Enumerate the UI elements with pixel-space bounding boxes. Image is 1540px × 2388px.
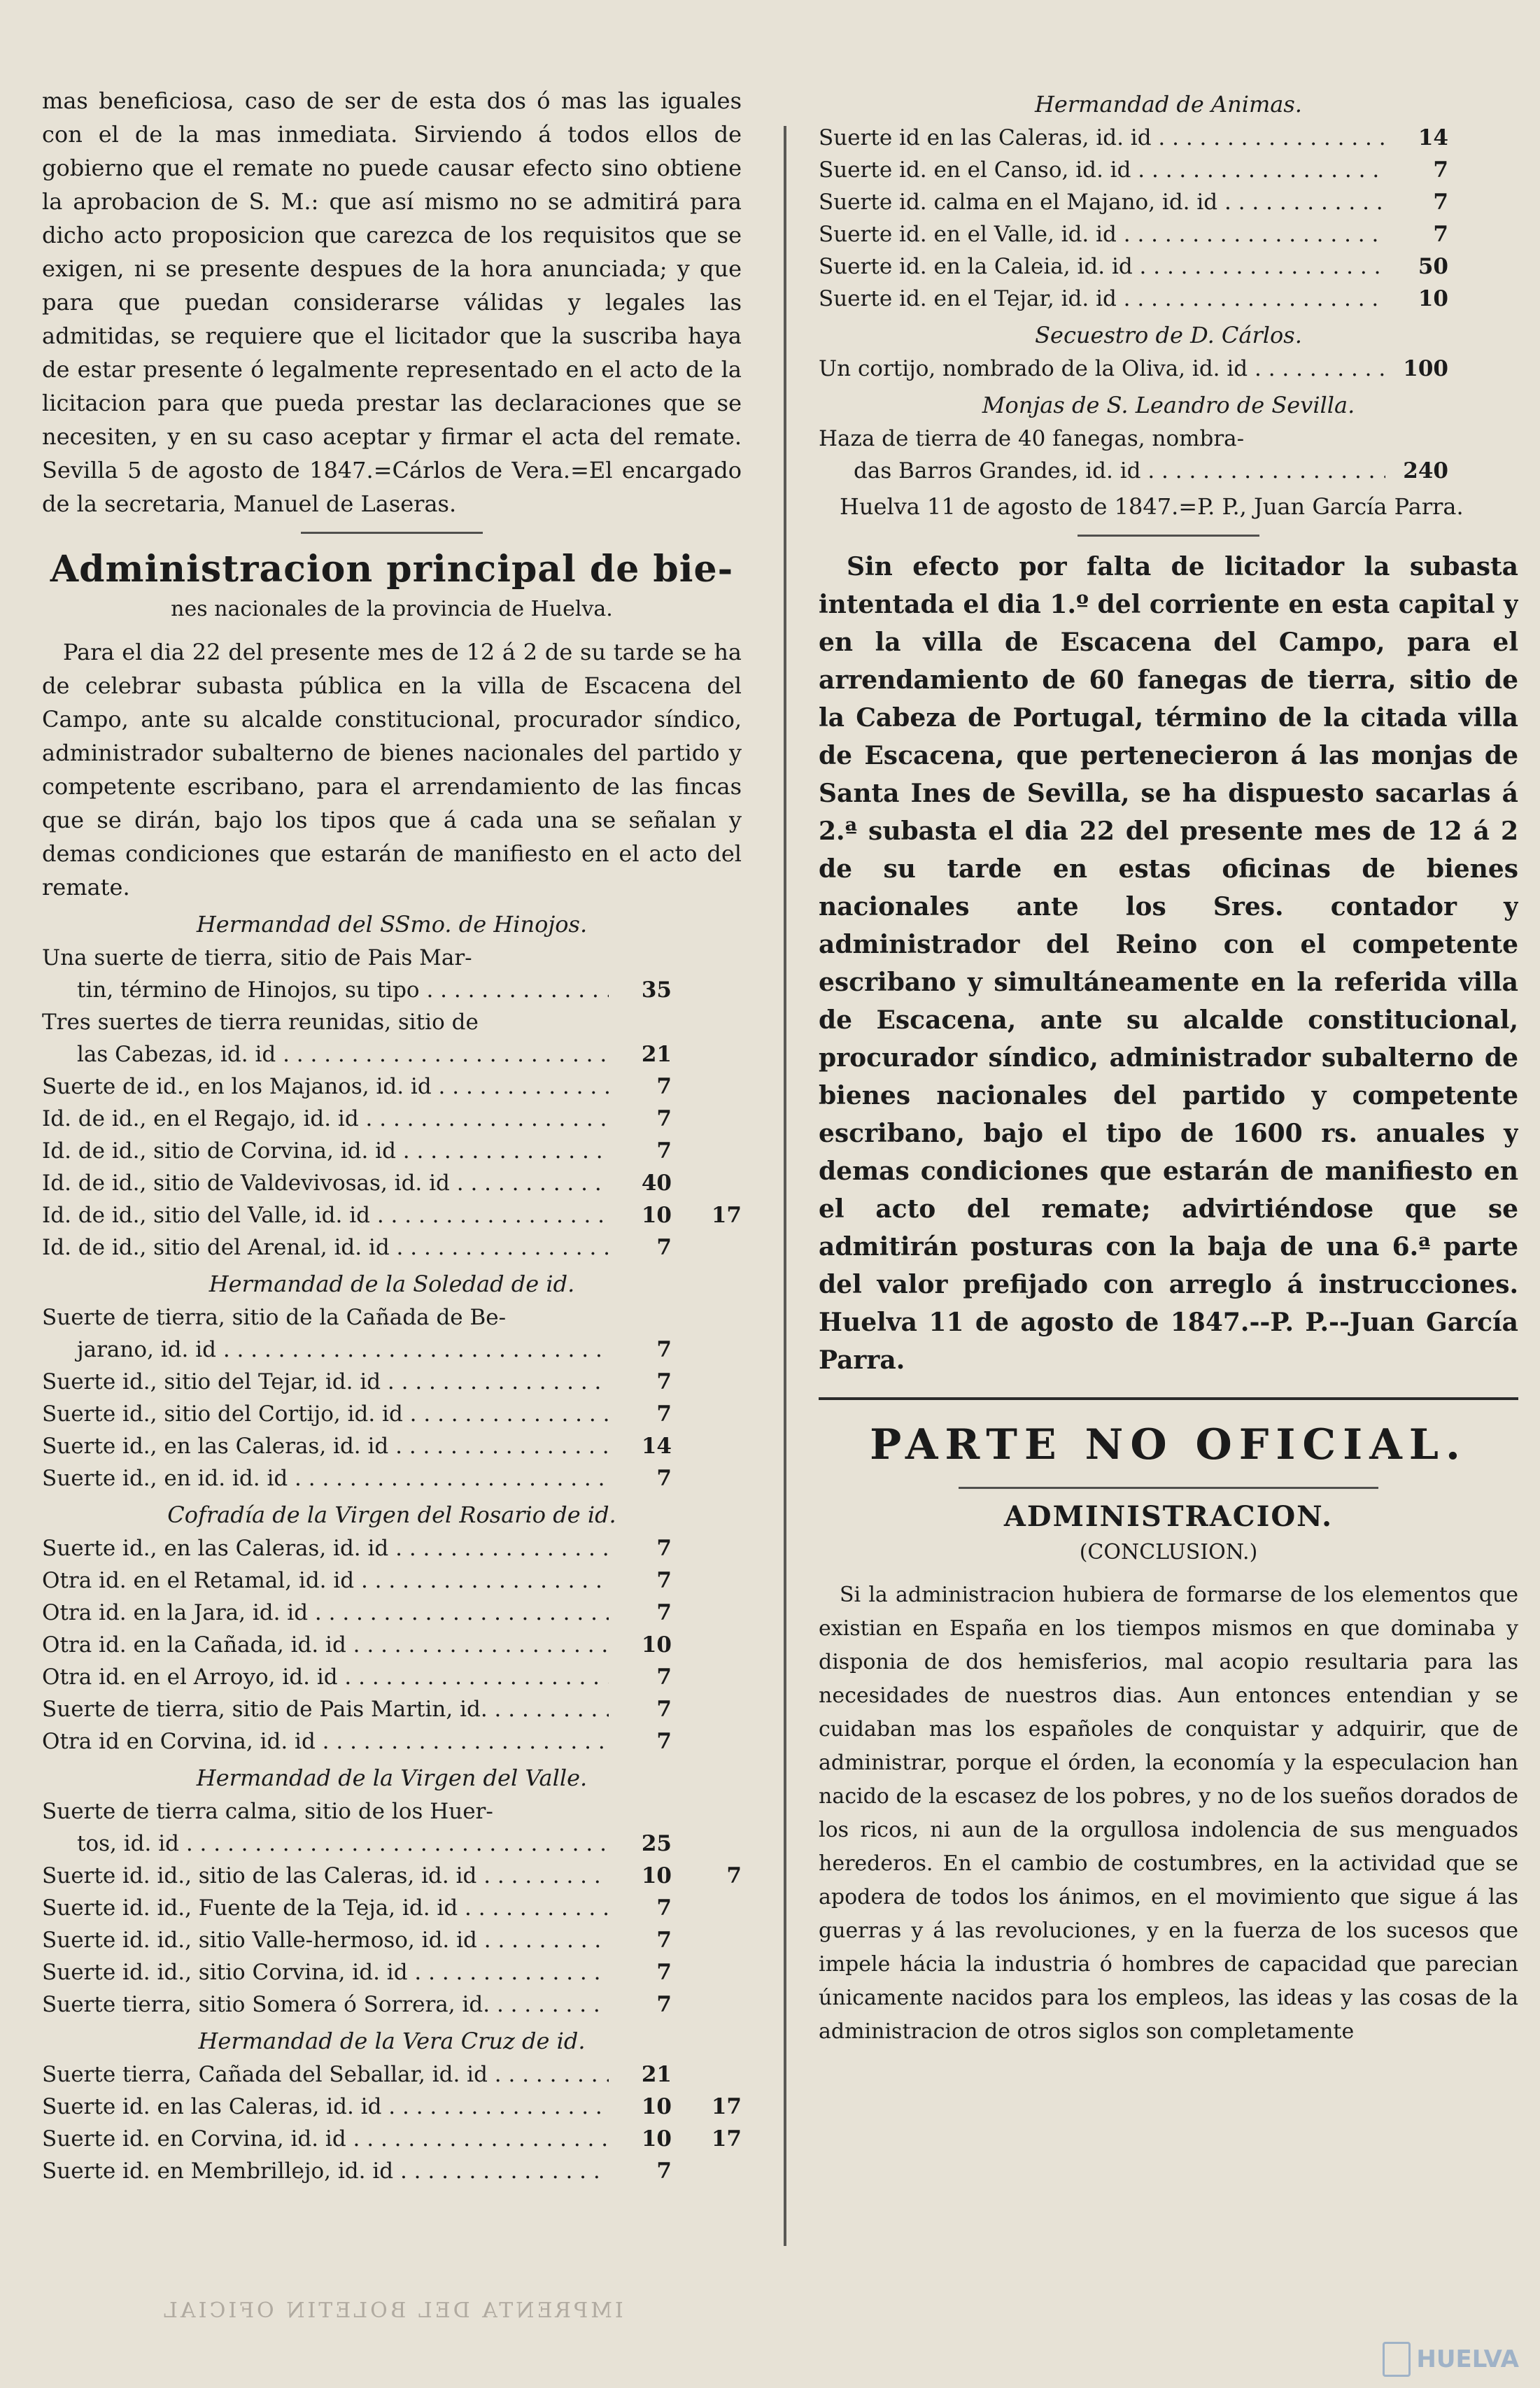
item-description: Suerte de tierra, sitio de la Cañada de Be- <box>42 1305 507 1330</box>
list-item <box>42 1366 742 1398</box>
huelva-logo <box>1383 2342 1519 2377</box>
list-item <box>42 1661 742 1693</box>
list-item <box>42 1956 742 1988</box>
newspaper-page <box>28 84 1518 2351</box>
printer-footer: IMPRENTA DEL BOLETIN OFICIAL <box>161 2298 623 2323</box>
item-description: Un cortijo, nombrado de la Oliva, id. id . . . <box>819 353 1385 385</box>
notice-heading: Administracion principal de bie- <box>50 548 734 591</box>
item-description: das Barros Grandes, id. id . . . <box>819 455 1385 487</box>
column-rule <box>784 126 786 2246</box>
item-extra: 17 <box>711 1203 742 1228</box>
section-title: Hermandad de Animas. <box>1035 91 1302 118</box>
list-item <box>42 1103 742 1135</box>
item-value: 14 <box>1418 125 1448 150</box>
item-value: 240 <box>1403 458 1448 483</box>
item-value: 7 <box>656 1369 672 1394</box>
list-item <box>42 1597 742 1629</box>
item-value: 7 <box>656 1992 672 2017</box>
item-description: Suerte id. en Corvina, id. id . . . <box>42 2123 609 2155</box>
left-column <box>42 84 742 2351</box>
list-item <box>42 1693 742 1725</box>
item-value: 7 <box>656 1138 672 1164</box>
property-list-continued <box>819 88 1518 487</box>
item-description: Suerte tierra, Cañada del Seballar, id. id . . . <box>42 2058 609 2091</box>
item-value: 7 <box>656 1729 672 1754</box>
list-item <box>42 1924 742 1956</box>
divider <box>959 1487 1378 1489</box>
notice-subheading: nes nacionales de la provincia de Huelva. <box>171 597 613 621</box>
list-item <box>819 250 1518 283</box>
item-value: 7 <box>656 2159 672 2184</box>
list-item <box>42 2091 742 2123</box>
section-title: Hermandad de la Vera Cruz de id. <box>198 2028 586 2054</box>
item-description: Tres suertes de tierra reunidas, sitio de <box>42 1010 479 1035</box>
item-description: Id. de id., en el Regajo, id. id . . . <box>42 1103 609 1135</box>
list-item <box>42 1532 742 1564</box>
list-item <box>819 122 1518 154</box>
item-description: Suerte id. id., sitio Corvina, id. id . . . <box>42 1956 609 1988</box>
item-description: Suerte id., en las Caleras, id. id . . . <box>42 1532 609 1564</box>
item-description: Otra id. en la Jara, id. id . . . <box>42 1597 609 1629</box>
list-item <box>819 186 1518 218</box>
notice-paragraph: Para el dia 22 del presente mes de 12 á 2 de su tarde se ha de celebrar subasta pública en la villa de Escacena del Campo, ante su alcalde constitucional, procurador síndico, administrador subalterno de bienes nacionales del partido y competente escribano, para el arrendamiento de las fincas que se dirán, bajo los tipos que á cada una se señalan y demas condiciones que estarán de manifiesto en el acto del remate. <box>42 639 742 900</box>
list-item <box>42 1071 742 1103</box>
item-value: 7 <box>656 1074 672 1099</box>
list-item <box>42 1629 742 1661</box>
item-extra: 17 <box>711 2126 742 2152</box>
list-item <box>42 1564 742 1597</box>
item-value: 40 <box>641 1171 672 1196</box>
item-description: Suerte id. en el Tejar, id. id . . . <box>819 283 1385 315</box>
item-description: tin, término de Hinojos, su tipo . . . <box>42 974 609 1006</box>
item-value: 10 <box>641 2094 672 2119</box>
list-item <box>819 423 1518 455</box>
item-value: 21 <box>641 2062 672 2087</box>
item-value: 10 <box>641 1632 672 1658</box>
unofficial-section-title: PARTE NO OFICIAL. <box>870 1420 1467 1469</box>
item-value: 10 <box>641 1203 672 1228</box>
item-value: 7 <box>656 1960 672 1985</box>
item-description: Una suerte de tierra, sitio de Pais Mar- <box>42 945 472 970</box>
section-rule <box>819 1397 1518 1400</box>
item-value: 7 <box>656 1665 672 1690</box>
list-item <box>42 1462 742 1495</box>
item-value: 14 <box>641 1434 672 1459</box>
signature: Huelva 11 de agosto de 1847.=P. P., Juan García Parra. <box>840 493 1464 520</box>
item-description: Suerte id. id., sitio de las Caleras, id. id . . . <box>42 1860 609 1892</box>
item-description: Suerte de tierra, sitio de Pais Martin, id. . . . <box>42 1693 609 1725</box>
item-description: Otra id. en la Cañada, id. id . . . <box>42 1629 609 1661</box>
item-description: Otra id. en el Retamal, id. id . . . <box>42 1564 609 1597</box>
item-value: 7 <box>656 1895 672 1921</box>
list-item <box>819 218 1518 250</box>
property-list <box>42 908 742 2187</box>
section-title: Monjas de S. Leandro de Sevilla. <box>982 392 1355 418</box>
section-title: Hermandad de la Soledad de id. <box>209 1271 575 1297</box>
list-item <box>42 1892 742 1924</box>
item-description: Id. de id., sitio de Corvina, id. id . . . <box>42 1135 609 1167</box>
item-value: 7 <box>656 1401 672 1427</box>
list-item <box>42 1167 742 1199</box>
list-item <box>42 1828 742 1860</box>
list-item <box>42 2155 742 2187</box>
list-item <box>42 1199 742 1231</box>
item-description: Suerte id. en las Caleras, id. id . . . <box>42 2091 609 2123</box>
section-title: Hermandad del SSmo. de Hinojos. <box>196 911 588 938</box>
article-title: ADMINISTRACION. <box>1003 1500 1334 1533</box>
item-value: 7 <box>1433 190 1448 215</box>
item-value: 7 <box>656 1697 672 1722</box>
item-value: 35 <box>641 977 672 1003</box>
item-description: las Cabezas, id. id . . . <box>42 1038 609 1071</box>
item-description: Suerte id. en el Valle, id. id . . . <box>819 218 1385 250</box>
item-description: Suerte id. en el Canso, id. id . . . <box>819 154 1385 186</box>
item-value: 7 <box>656 1337 672 1362</box>
divider <box>301 532 483 534</box>
item-value: 7 <box>656 1466 672 1491</box>
intro-paragraph: mas beneficiosa, caso de ser de esta dos ó mas las iguales con el de la mas inmediata. Sirviendo á todos ellos de gobierno que el remate no puede causar efecto sino obtiene la aprobacion de S. M.: que así mismo no se admitirá para dicho acto proposicion que carezca de los requisitos que se exigen, ni se presente despues de la hora anunciada; y que para que puedan considerarse válidas y legales las admitidas, se requiere que el licitador que la suscriba haya de estar presente ó legalmente representado en el acto de la licitacion para que pueda prestar las declaraciones que se necesiten, y en su caso aceptar y firmar el acta del remate. Sevilla 5 de agosto de 1847.=Cárlos de Vera.=El encargado de la secretaria, Manuel de Laseras. <box>42 87 742 517</box>
item-value: 7 <box>656 1600 672 1625</box>
item-description: Haza de tierra de 40 fanegas, nombra- <box>819 426 1245 451</box>
item-description: Suerte id., en id. id. id . . . <box>42 1462 609 1495</box>
item-description: Id. de id., sitio de Valdevivosas, id. id . . . <box>42 1167 609 1199</box>
list-item <box>42 1725 742 1758</box>
item-value: 7 <box>656 1568 672 1593</box>
right-column <box>819 84 1518 2351</box>
item-value: 7 <box>656 1928 672 1953</box>
item-description: Suerte de id., en los Majanos, id. id . . . <box>42 1071 609 1103</box>
item-description: Otra id en Corvina, id. id . . . <box>42 1725 609 1758</box>
list-item <box>819 283 1518 315</box>
item-description: Suerte id en las Caleras, id. id . . . <box>819 122 1385 154</box>
item-description: Suerte id. calma en el Majano, id. id . . . <box>819 186 1385 218</box>
list-item <box>42 1135 742 1167</box>
item-value: 25 <box>641 1831 672 1856</box>
item-description: tos, id. id . . . <box>42 1828 609 1860</box>
list-item <box>819 455 1518 487</box>
list-item <box>42 942 742 974</box>
item-description: Id. de id., sitio del Arenal, id. id . . . <box>42 1231 609 1264</box>
shield-icon <box>1383 2342 1411 2377</box>
item-value: 7 <box>1433 222 1448 247</box>
item-description: Suerte id. en la Caleia, id. id . . . <box>819 250 1385 283</box>
item-value: 10 <box>1418 286 1448 311</box>
item-description: Suerte de tierra calma, sitio de los Huer- <box>42 1799 493 1824</box>
item-description: Suerte id., sitio del Cortijo, id. id . . . <box>42 1398 609 1430</box>
list-item <box>42 1398 742 1430</box>
list-item <box>42 1988 742 2021</box>
item-description: Suerte id., en las Caleras, id. id . . . <box>42 1430 609 1462</box>
list-item <box>42 1795 742 1828</box>
item-value: 10 <box>641 1863 672 1888</box>
item-description: Suerte id. id., sitio Valle-hermoso, id. id . . . <box>42 1924 609 1956</box>
list-item <box>42 1038 742 1071</box>
divider <box>1078 535 1259 537</box>
item-value: 10 <box>641 2126 672 2152</box>
list-item <box>42 974 742 1006</box>
section-title: Cofradía de la Virgen del Rosario de id. <box>167 1502 616 1528</box>
item-extra: 7 <box>726 1863 742 1888</box>
article-body: Si la administracion hubiera de formarse de los elementos que existian en España en los tiempos mismos en que dominaba y disponia de dos hemisferios, mal acopio resultaria para las necesidades de nuestros dias. Aun entonces entendian y se cuidaban mas los españoles de conquistar y adquirir, que de administrar, porque el órden, la economía y la especulacion han nacido de la escasez de los pobres, y no de los sueños dorados de los ricos, ni aun de la orgullosa indolencia de sus menguados herederos. En el cambio de costumbres, en la actividad que se apodera de todos los ánimos, en el movimiento que sigue á las guerras y á las revoluciones, y en la fuerza de los sucesos que impele hácia la industria ó hombres de capacidad que parecian únicamente nacidos para los empleos, las ideas y las cosas de la administracion de otros siglos son completamente <box>819 1583 1518 2044</box>
item-description: Suerte tierra, sitio Somera ó Sorrera, id. . . . <box>42 1988 609 2021</box>
item-value: 50 <box>1418 254 1448 279</box>
list-item <box>42 1430 742 1462</box>
section-title: Secuestro de D. Cárlos. <box>1035 322 1302 348</box>
item-value: 7 <box>656 1235 672 1260</box>
item-description: Id. de id., sitio del Valle, id. id . . . <box>42 1199 609 1231</box>
item-description: Suerte id., sitio del Tejar, id. id . . . <box>42 1366 609 1398</box>
article-subtitle: (CONCLUSION.) <box>1079 1540 1258 1564</box>
logo-text: HUELVA <box>1416 2345 1519 2373</box>
item-value: 100 <box>1403 356 1448 381</box>
list-item <box>819 154 1518 186</box>
item-description: Otra id. en el Arroyo, id. id . . . <box>42 1661 609 1693</box>
list-item <box>42 2058 742 2091</box>
section-title: Hermandad de la Virgen del Valle. <box>196 1765 588 1791</box>
list-item <box>819 353 1518 385</box>
item-description: jarano, id. id . . . <box>42 1334 609 1366</box>
list-item <box>42 1231 742 1264</box>
item-extra: 17 <box>711 2094 742 2119</box>
list-item <box>42 1334 742 1366</box>
list-item <box>42 2123 742 2155</box>
item-value: 7 <box>656 1106 672 1131</box>
item-value: 7 <box>656 1536 672 1561</box>
second-auction-notice: Sin efecto por falta de licitador la subasta intentada el dia 1.º del corriente en esta capital y en la villa de Escacena del Campo, para el arrendamiento de 60 fanegas de tierra, sitio de la Cabeza de Portugal, término de la citada villa de Escacena, que pertenecieron á las monjas de Santa Ines de Sevilla, se ha dispuesto sacarlas á 2.ª subasta el dia 22 del presente mes de 12 á 2 de su tarde en estas oficinas de bienes nacionales ante los Sres. contador y administrador del Reino con el competente escribano y simultáneamente en la referida villa de Escacena, ante su alcalde constitucional, procurador síndico, administrador subalterno de bienes nacionales del partido y competente escribano, bajo el tipo de 1600 rs. anuales y demas condiciones que estarán de manifiesto en el acto del remate; advirtiéndose que se admitirán posturas con la baja de una 6.ª parte del valor prefijado con arreglo á instrucciones. Huelva 11 de agosto de 1847.--P. P.--Juan García Parra. <box>819 552 1518 1375</box>
list-item <box>42 1006 742 1038</box>
list-item <box>42 1301 742 1334</box>
item-value: 21 <box>641 1042 672 1067</box>
item-description: Suerte id. id., Fuente de la Teja, id. id . . . <box>42 1892 609 1924</box>
item-value: 7 <box>1433 157 1448 183</box>
item-description: Suerte id. en Membrillejo, id. id . . . <box>42 2155 609 2187</box>
list-item <box>42 1860 742 1892</box>
